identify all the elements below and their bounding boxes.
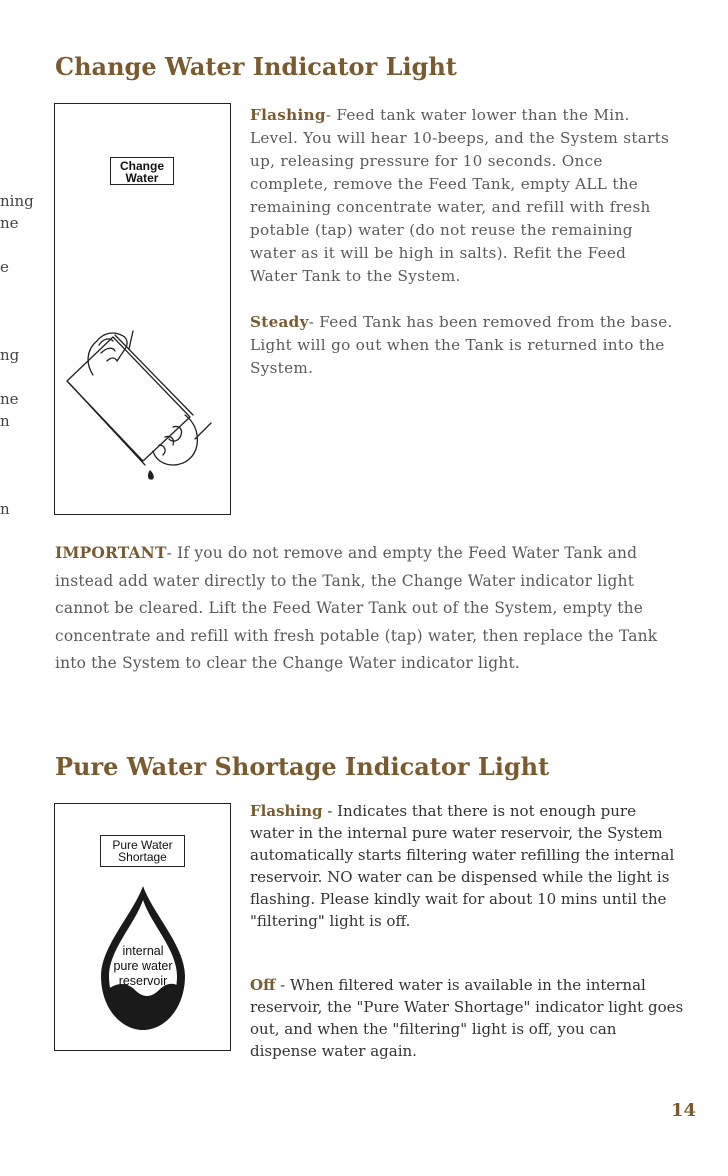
section-title-change-water: Change Water Indicator Light: [55, 52, 457, 81]
pure-water-off-description: [250, 974, 685, 1062]
flashing-text: - Feed tank water lower than the Min. Level. You will hear 10-beeps, and the System starts up, releasing pressure for 10 seconds. Once complete, remove the Feed Tank, empty ALL the remaining concentrate water, and refill with fresh potable (tap) water (do not reuse the remaining water as it will be high in salts). Refit the Feed Water Tank to the System.: [250, 106, 670, 285]
change-water-label: [110, 157, 174, 185]
section-title-pure-water-shortage: Pure Water Shortage Indicator Light: [55, 752, 550, 781]
flashing-text: - Indicates that there is not enough pure water in the internal pure water reservoir, the System automatically starts filtering water refilling the internal reservoir. NO water can be dispensed while the light is flashing. Please kindly wait for about 10 mins until the "filtering" light is off.: [250, 802, 675, 930]
label-line: Shortage: [118, 850, 167, 864]
drop-caption-line: internal: [122, 944, 164, 958]
drop-caption-line: reservoir: [118, 974, 168, 988]
bleed-fragment: ne: [0, 214, 19, 232]
drop-caption: [93, 944, 193, 989]
flashing-keyword: Flashing: [250, 802, 323, 820]
pure-water-shortage-label: [100, 835, 185, 867]
steady-text: - Feed Tank has been removed from the base. Light will go out when the Tank is returned into the System.: [250, 313, 673, 377]
label-line: Pure Water: [112, 838, 173, 852]
important-text: - If you do not remove and empty the Feed Water Tank and instead add water directly to the Tank, the Change Water indicator light cannot be cleared. Lift the Feed Water Tank out of the System, empty the concentrate and refill with fresh potable (tap) water, then replace the Tank into the System to clear the Change Water indicator light.: [55, 544, 658, 672]
label-line: Change: [119, 159, 164, 173]
bleed-fragment: n: [0, 500, 10, 518]
bleed-fragment: e: [0, 258, 9, 276]
important-note: [55, 540, 680, 678]
label-line: Water: [125, 171, 159, 185]
important-keyword: IMPORTANT: [55, 544, 167, 562]
bleed-fragment: n: [0, 412, 10, 430]
steady-keyword: Steady: [250, 313, 309, 331]
bleed-fragment: ng: [0, 346, 20, 364]
change-water-figure: [54, 103, 231, 515]
change-water-flashing-description: [250, 104, 675, 288]
pure-water-flashing-description: [250, 800, 680, 932]
off-keyword: Off: [250, 976, 276, 994]
change-water-steady-description: [250, 311, 675, 380]
bleed-fragment: ning: [0, 192, 34, 210]
drop-caption-line: pure water: [113, 959, 173, 973]
bleed-fragment: ne: [0, 390, 19, 408]
hands-lifting-tank-illustration: [55, 319, 230, 519]
flashing-keyword: Flashing: [250, 106, 326, 124]
off-text: - When filtered water is available in the internal reservoir, the "Pure Water Shortage" indicator light goes out, and when the "filtering" light is off, you can dispense water again.: [250, 976, 684, 1060]
pure-water-shortage-figure: [54, 803, 231, 1051]
page-number: 14: [670, 1100, 696, 1121]
